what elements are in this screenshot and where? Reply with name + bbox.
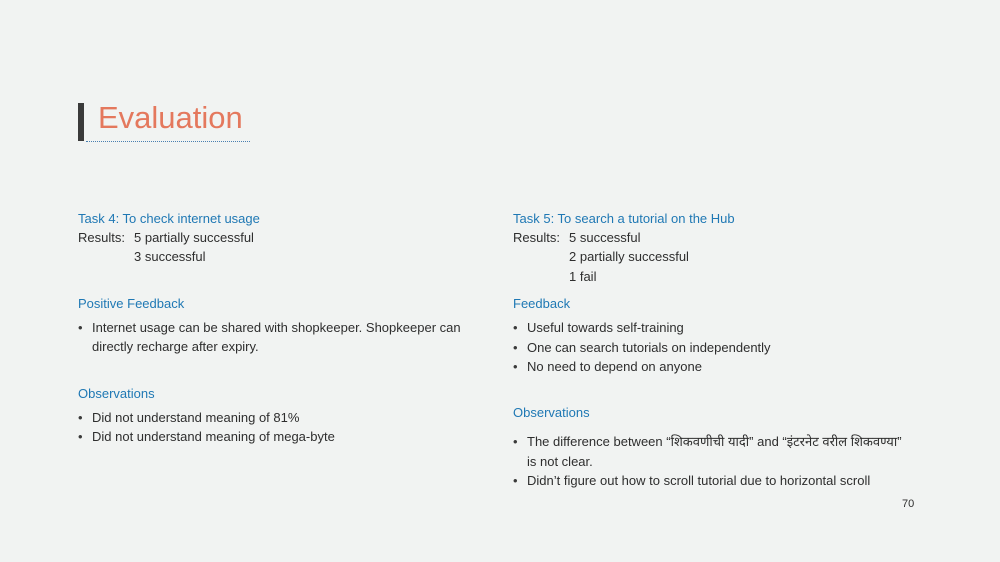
observation-item: • Did not understand meaning of 81% [78, 408, 478, 427]
positive-feedback-heading: Positive Feedback [78, 295, 185, 311]
feedback-item: • One can search tutorials on independently [513, 338, 913, 357]
page-number: 70 [902, 498, 915, 510]
title-underline [86, 141, 250, 142]
result-item: 5 partially successful [134, 230, 254, 245]
task-4-results [78, 228, 478, 267]
results-list [569, 228, 689, 286]
observations-list [78, 408, 478, 447]
positive-feedback-list [78, 318, 478, 357]
task-4-heading: Task 4: To check internet usage [78, 211, 260, 226]
left-column [78, 209, 478, 446]
result-item: 5 successful [569, 230, 641, 245]
observations-heading: Observations [78, 385, 155, 401]
observation-item: • Did not understand meaning of mega-byte [78, 427, 478, 446]
results-label: Results: [78, 230, 125, 245]
feedback-item: • Useful towards self-training [513, 318, 913, 337]
feedback-item: • No need to depend on anyone [513, 357, 913, 376]
title-accent-bar [78, 103, 84, 141]
task-5-heading: Task 5: To search a tutorial on the Hub [513, 211, 735, 226]
feedback-item: • Internet usage can be shared with shopkeeper. Shopkeeper can directly recharge after expiry. [78, 318, 478, 357]
feedback-list [513, 318, 913, 376]
page-title: Evaluation [98, 100, 243, 135]
result-item: 2 partially successful [569, 249, 689, 265]
observation-item: • Didn’t figure out how to scroll tutorial due to horizontal scroll [513, 471, 913, 490]
results-list [134, 228, 254, 267]
task-5-results [513, 228, 913, 286]
observations-heading: Observations [513, 405, 590, 421]
observation-item: • The difference between “शिकवणीची यादी” and “इंटरनेट वरील शिकवण्या” is not clear. [513, 432, 913, 471]
observations-list [513, 432, 913, 490]
results-label: Results: [513, 230, 560, 245]
feedback-heading: Feedback [513, 296, 571, 312]
result-item: 3 successful [134, 249, 206, 265]
right-column [513, 209, 913, 491]
result-item: 1 fail [569, 268, 597, 284]
